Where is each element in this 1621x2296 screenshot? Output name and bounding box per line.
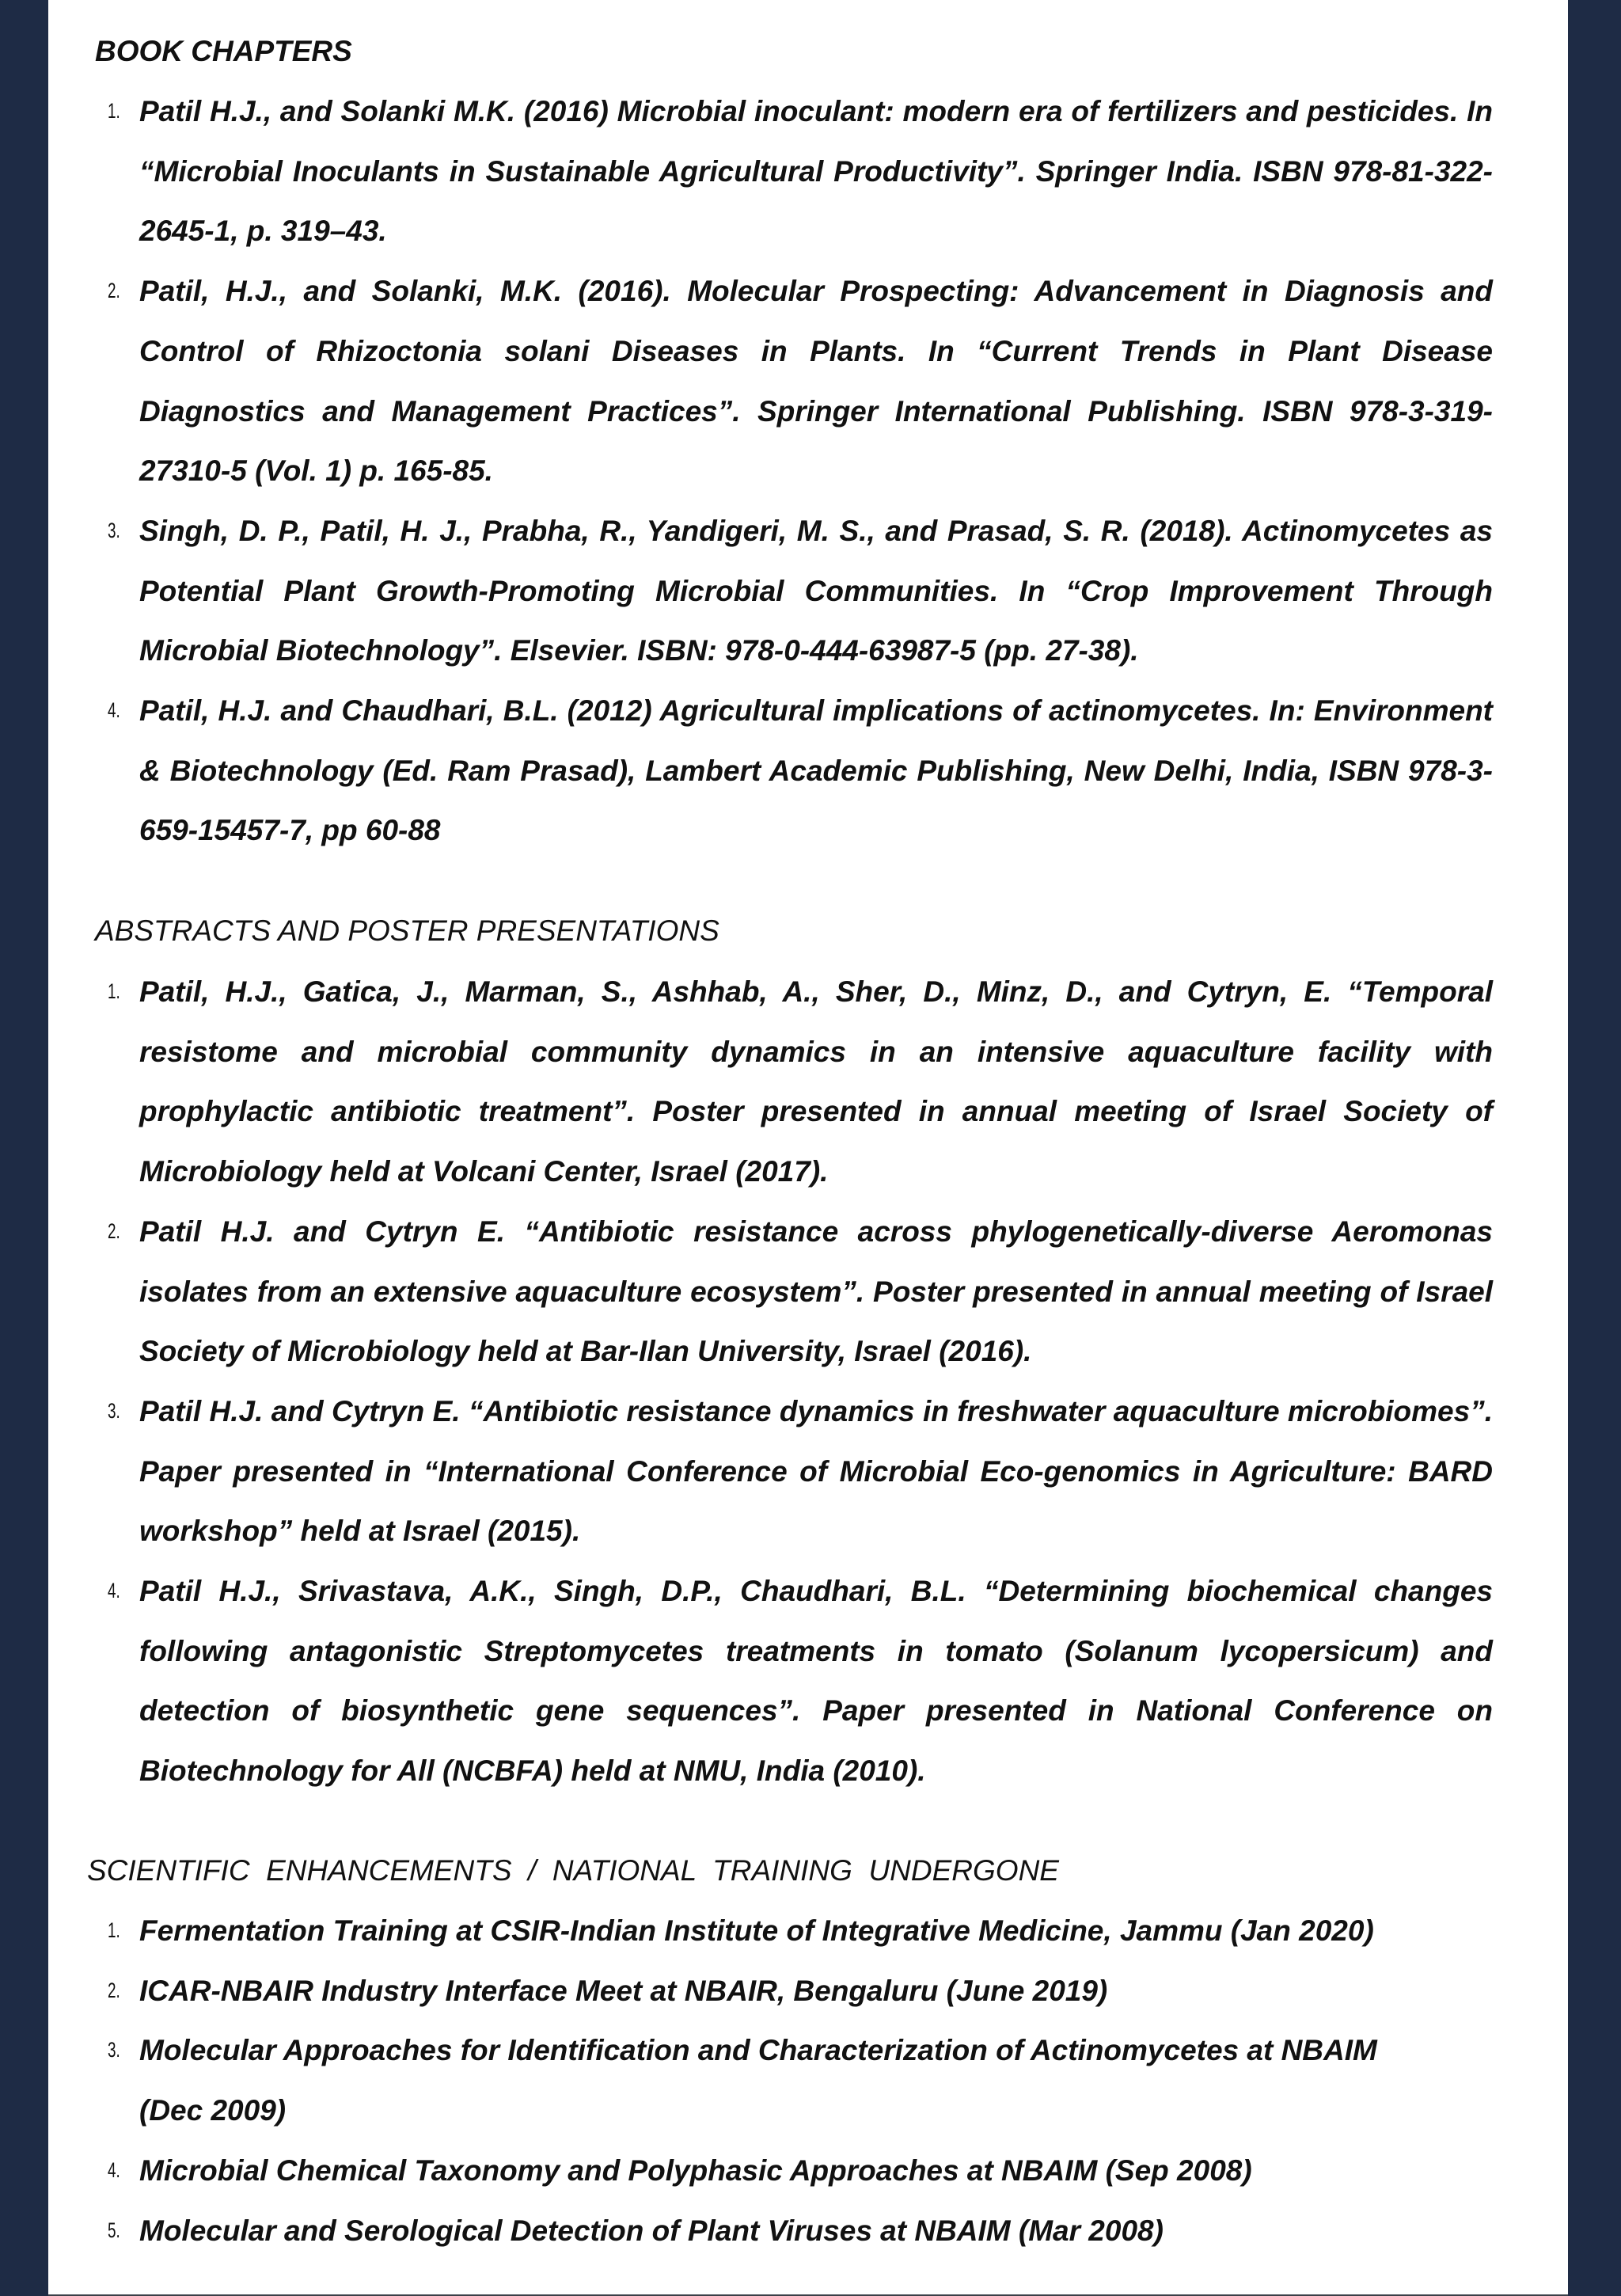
list-number: 2.: [108, 1978, 120, 2002]
list-number: 4.: [108, 2157, 120, 2182]
list-number: 4.: [108, 1579, 120, 1603]
list-item: [48, 962, 1493, 1202]
citation-text: Patil H.J., and Solanki M.K. (2016) Microbial inoculant: modern era of fertilizers and pesticides. In “Microbial Inoculants in Sustainable Agricultural Productivity”. Springer India. ISBN 978-81-322-2645-1, p. 319–43.: [139, 95, 1493, 248]
citation-text: Singh, D. P., Patil, H. J., Prabha, R., Yandigeri, M. S., and Prasad, S. R. (2018). Actinomycetes as Potential Plant Growth-Promoting Microbial Communities. In “Crop Improvement Through Microbial Biotechnology”. Elsevier. ISBN: 978-0-444-63987-5 (pp. 27-38).: [139, 514, 1493, 667]
section-heading-trainings: SCIENTIFIC ENHANCEMENTS / NATIONAL TRAINING UNDERGONE: [87, 1854, 1059, 1887]
list-item: [48, 1382, 1493, 1561]
citation-text: Patil H.J. and Cytryn E. “Antibiotic resistance dynamics in freshwater aquaculture microbiomes”. Paper presented in “International Conference of Microbial Eco-genomics in Agriculture: BARD workshop” held at Israel (2015).: [139, 1394, 1493, 1548]
list-number: 2.: [108, 1218, 120, 1243]
book-chapters-list: [48, 82, 1493, 861]
list-item: [48, 1561, 1493, 1801]
list-item: [48, 2141, 1493, 2201]
list-item: [48, 1202, 1493, 1382]
training-text: Molecular Approaches for Identification and Characterization of Actinomycetes at NBAIM (Dec 2009): [139, 2034, 1377, 2127]
list-number: 1.: [108, 979, 120, 1003]
list-item: [48, 1961, 1493, 2021]
list-number: 1.: [108, 99, 120, 123]
list-number: 2.: [108, 279, 120, 303]
citation-text: Patil, H.J., and Solanki, M.K. (2016). Molecular Prospecting: Advancement in Diagnosis and Control of Rhizoctonia solani Diseases in Plants. In “Current Trends in Plant Disease Diagnostics and Management Practices”. Springer International Publishing. ISBN 978-3-319-27310-5 (Vol. 1) p. 165-85.: [139, 275, 1493, 488]
citation-text: Patil H.J. and Cytryn E. “Antibiotic resistance across phylogenetically-diverse Aeromonas isolates from an extensive aquaculture ecosystem”. Poster presented in annual meeting of Israel Society of Microbiology held at Bar-Ilan University, Israel (2016).: [139, 1215, 1493, 1368]
list-item: [48, 82, 1493, 261]
training-text: Fermentation Training at CSIR-Indian Institute of Integrative Medicine, Jammu (Jan 2020): [139, 1914, 1374, 1947]
list-item: [48, 1901, 1493, 1961]
abstracts-list: [48, 962, 1493, 1801]
citation-text: Patil, H.J. and Chaudhari, B.L. (2012) Agricultural implications of actinomycetes. In: Environment & Biotechnology (Ed. Ram Prasad), Lambert Academic Publishing, New Delhi, India, ISBN 978-3-659-15457-7, pp 60-88: [139, 694, 1493, 847]
training-text: Molecular and Serological Detection of Plant Viruses at NBAIM (Mar 2008): [139, 2214, 1164, 2247]
document-page: [48, 0, 1568, 2296]
list-item: [48, 681, 1493, 861]
citation-text: Patil H.J., Srivastava, A.K., Singh, D.P., Chaudhari, B.L. “Determining biochemical changes following antagonistic Streptomycetes treatments in tomato (Solanum lycopersicum) and detection of biosynthetic gene sequences”. Paper presented in National Conference on Biotechnology for All (NCBFA) held at NMU, India (2010).: [139, 1575, 1493, 1788]
training-text: ICAR-NBAIR Industry Interface Meet at NBAIR, Bengaluru (June 2019): [139, 1974, 1108, 2007]
list-item: [48, 2020, 1493, 2140]
section-heading-book-chapters: BOOK CHAPTERS: [95, 35, 352, 67]
training-text: Microbial Chemical Taxonomy and Polyphasic Approaches at NBAIM (Sep 2008): [139, 2153, 1252, 2187]
trainings-list: [48, 1901, 1493, 2260]
list-number: 3.: [108, 2038, 120, 2062]
list-number: 5.: [108, 2218, 120, 2242]
list-number: 3.: [108, 518, 120, 542]
list-item: [48, 501, 1493, 681]
list-number: 1.: [108, 1918, 120, 1942]
list-number: 3.: [108, 1398, 120, 1423]
citation-text: Patil, H.J., Gatica, J., Marman, S., Ashhab, A., Sher, D., Minz, D., and Cytryn, E. “Temporal resistome and microbial community dynamics in an intensive aquaculture facility with prophylactic antibiotic treatment”. Poster presented in annual meeting of Israel Society of Microbiology held at Volcani Center, Israel (2017).: [139, 975, 1493, 1188]
section-heading-abstracts: ABSTRACTS AND POSTER PRESENTATIONS: [95, 914, 719, 947]
list-number: 4.: [108, 698, 120, 723]
list-item: [48, 2201, 1493, 2261]
list-item: [48, 261, 1493, 501]
